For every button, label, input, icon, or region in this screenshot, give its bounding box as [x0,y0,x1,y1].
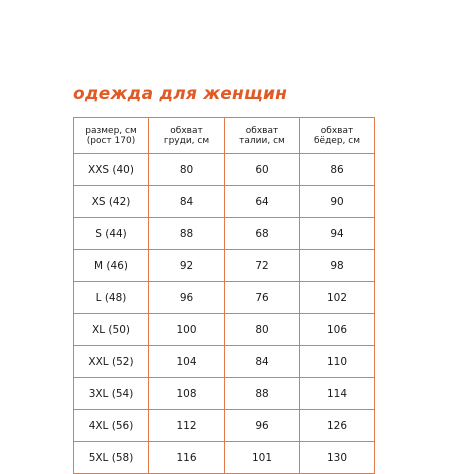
hips-cell: 126 [300,410,375,442]
header-waist [225,118,300,154]
table-row [74,410,375,442]
chest-cell: 116 [149,442,225,474]
chest-cell: 112 [149,410,225,442]
chest-cell: 92 [149,250,225,282]
size-cell: M (46) [74,250,149,282]
size-cell: 3XL (54) [74,378,149,410]
waist-cell: 76 [225,282,300,314]
chest-cell: 96 [149,282,225,314]
header-size-line1: размер, см [85,125,137,136]
waist-cell: 96 [225,410,300,442]
table-row [74,218,375,250]
table-row [74,346,375,378]
size-cell: XS (42) [74,186,149,218]
hips-cell: 114 [300,378,375,410]
size-cell: L (48) [74,282,149,314]
table-row [74,442,375,474]
header-chest [149,118,225,154]
table-row [74,378,375,410]
header-chest-line2: груди, см [163,135,210,146]
table-row [74,250,375,282]
size-cell: XXL (52) [74,346,149,378]
waist-cell: 88 [225,378,300,410]
size-cell: 4XL (56) [74,410,149,442]
table-row [74,282,375,314]
header-hips-line2: бёдер, см [313,135,361,146]
header-size [74,118,149,154]
waist-cell: 60 [225,154,300,186]
table-body [74,154,375,474]
size-cell: XL (50) [74,314,149,346]
header-waist-line2: талии, см [239,135,285,146]
chest-cell: 84 [149,186,225,218]
hips-cell: 110 [300,346,375,378]
table-row [74,186,375,218]
header-chest-line1: обхват [170,125,203,136]
header-waist-line1: обхват [245,125,279,136]
table-header-row [74,118,375,154]
hips-cell: 102 [300,282,375,314]
size-cell: XXS (40) [74,154,149,186]
hips-cell: 98 [300,250,375,282]
size-chart-table [73,117,375,474]
chest-cell: 108 [149,378,225,410]
hips-cell: 90 [300,186,375,218]
waist-cell: 68 [225,218,300,250]
page-title: одежда для женщин [73,84,288,104]
table-row [74,314,375,346]
waist-cell: 84 [225,346,300,378]
chest-cell: 104 [149,346,225,378]
hips-cell: 106 [300,314,375,346]
hips-cell: 94 [300,218,375,250]
waist-cell: 101 [225,442,300,474]
waist-cell: 64 [225,186,300,218]
chest-cell: 80 [149,154,225,186]
chest-cell: 100 [149,314,225,346]
waist-cell: 80 [225,314,300,346]
size-cell: 5XL (58) [74,442,149,474]
hips-cell: 130 [300,442,375,474]
header-size-line2: (рост 170) [86,135,136,146]
header-hips-line1: обхват [320,125,354,136]
size-cell: S (44) [74,218,149,250]
chest-cell: 88 [149,218,225,250]
table-row [74,154,375,186]
header-hips [300,118,375,154]
waist-cell: 72 [225,250,300,282]
hips-cell: 86 [300,154,375,186]
